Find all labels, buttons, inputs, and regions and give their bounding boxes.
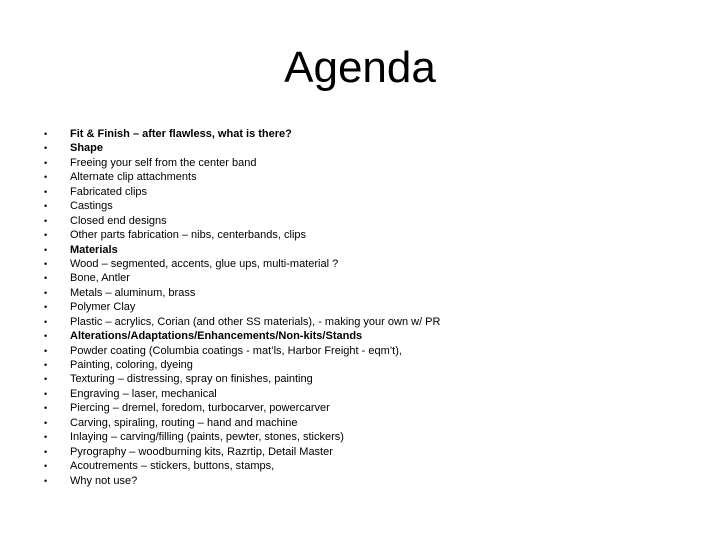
agenda-item-text: Closed end designs xyxy=(70,214,167,227)
agenda-item-text: Plastic – acrylics, Corian (and other SS materials), - making your own w/ PR xyxy=(70,315,441,328)
agenda-item xyxy=(40,228,440,242)
agenda-item xyxy=(40,300,440,314)
agenda-item-text: Fabricated clips xyxy=(70,185,148,198)
agenda-item xyxy=(40,257,440,271)
agenda-item-text: Freeing your self from the center band xyxy=(70,156,257,169)
agenda-item xyxy=(40,315,440,329)
agenda-item-text: Painting, coloring, dyeing xyxy=(70,359,193,371)
bullet-dot-icon: • xyxy=(44,302,48,313)
agenda-item xyxy=(40,271,440,285)
agenda-item-text: Polymer Clay xyxy=(70,301,136,314)
bullet-dot-icon: • xyxy=(44,374,48,385)
slide-title xyxy=(0,40,720,96)
agenda-item-text: Materials xyxy=(70,243,118,256)
bullet-dot-icon: • xyxy=(44,244,48,255)
bullet-dot-icon: • xyxy=(44,215,48,226)
bullet-dot-icon: • xyxy=(44,446,48,457)
agenda-item-text: Acoutrements – stickers, buttons, stamps, xyxy=(70,460,275,473)
agenda-item xyxy=(40,474,440,488)
bullet-dot-icon: • xyxy=(44,273,48,284)
bullet-dot-icon: • xyxy=(44,475,48,486)
agenda-item xyxy=(40,387,440,401)
agenda-item xyxy=(40,286,440,300)
agenda-item xyxy=(40,344,440,358)
bullet-dot-icon: • xyxy=(44,316,48,327)
agenda-item xyxy=(40,199,440,213)
agenda-item xyxy=(40,430,440,444)
bullet-dot-icon: • xyxy=(44,143,48,154)
agenda-item-text: Carving, spiraling, routing – hand and machine xyxy=(70,416,298,429)
agenda-item xyxy=(40,185,440,199)
bullet-dot-icon: • xyxy=(44,172,48,183)
bullet-dot-icon: • xyxy=(44,331,48,342)
agenda-item-text: Castings xyxy=(70,200,113,213)
agenda-item xyxy=(40,214,440,228)
agenda-item xyxy=(40,329,440,343)
agenda-item-text: Powder coating (Columbia coatings - mat’ls, Harbor Freight - eqm’t), xyxy=(70,344,402,357)
agenda-item xyxy=(40,401,440,415)
bullet-dot-icon: • xyxy=(44,186,48,197)
agenda-item-text: Alternate clip attachments xyxy=(70,171,197,184)
agenda-item-text: Metals – aluminum, brass xyxy=(70,286,196,299)
agenda-item xyxy=(40,170,440,184)
agenda-item-text: Inlaying – carving/filling (paints, pewter, stones, stickers) xyxy=(70,431,344,444)
agenda-item-text: Alterations/Adaptations/Enhancements/Non-kits/Stands xyxy=(70,330,363,343)
agenda-item xyxy=(40,243,440,257)
bullet-dot-icon: • xyxy=(44,258,48,269)
agenda-item xyxy=(40,156,440,170)
bullet-dot-icon: • xyxy=(44,417,48,428)
agenda-item-text: Other parts fabrication – nibs, centerbands, clips xyxy=(70,229,307,242)
agenda-item-text: Engraving – laser, mechanical xyxy=(70,387,217,400)
bullet-dot-icon: • xyxy=(44,230,48,241)
agenda-item-text: Fit & Finish – after flawless, what is there? xyxy=(70,128,292,140)
agenda-item-text: Pyrography – woodburning kits, Razrtip, Detail Master xyxy=(70,445,333,458)
agenda-bullet-list xyxy=(40,127,440,488)
bullet-dot-icon: • xyxy=(44,129,48,139)
bullet-dot-icon: • xyxy=(44,345,48,356)
bullet-dot-icon: • xyxy=(44,360,48,370)
bullet-dot-icon: • xyxy=(44,201,48,212)
bullet-dot-icon: • xyxy=(44,157,48,168)
bullet-dot-icon: • xyxy=(44,461,48,472)
agenda-item-text: Wood – segmented, accents, glue ups, multi-material ? xyxy=(70,257,339,270)
agenda-item xyxy=(40,358,440,372)
agenda-item xyxy=(40,127,440,141)
agenda-item-text: Texturing – distressing, spray on finishes, painting xyxy=(70,373,313,386)
bullet-dot-icon: • xyxy=(44,388,48,399)
agenda-item-text: Bone, Antler xyxy=(70,272,130,285)
agenda-item xyxy=(40,416,440,430)
bullet-dot-icon: • xyxy=(44,432,48,443)
agenda-item xyxy=(40,141,440,155)
agenda-item-text: Shape xyxy=(70,142,104,155)
bullet-dot-icon: • xyxy=(44,287,48,298)
bullet-dot-icon: • xyxy=(44,403,48,414)
slide-title-text: Agenda xyxy=(284,43,436,92)
agenda-item xyxy=(40,372,440,386)
agenda-item xyxy=(40,445,440,459)
agenda-item xyxy=(40,459,440,473)
agenda-item-text: Why not use? xyxy=(70,474,138,487)
agenda-item-text: Piercing – dremel, foredom, turbocarver, powercarver xyxy=(70,402,330,415)
